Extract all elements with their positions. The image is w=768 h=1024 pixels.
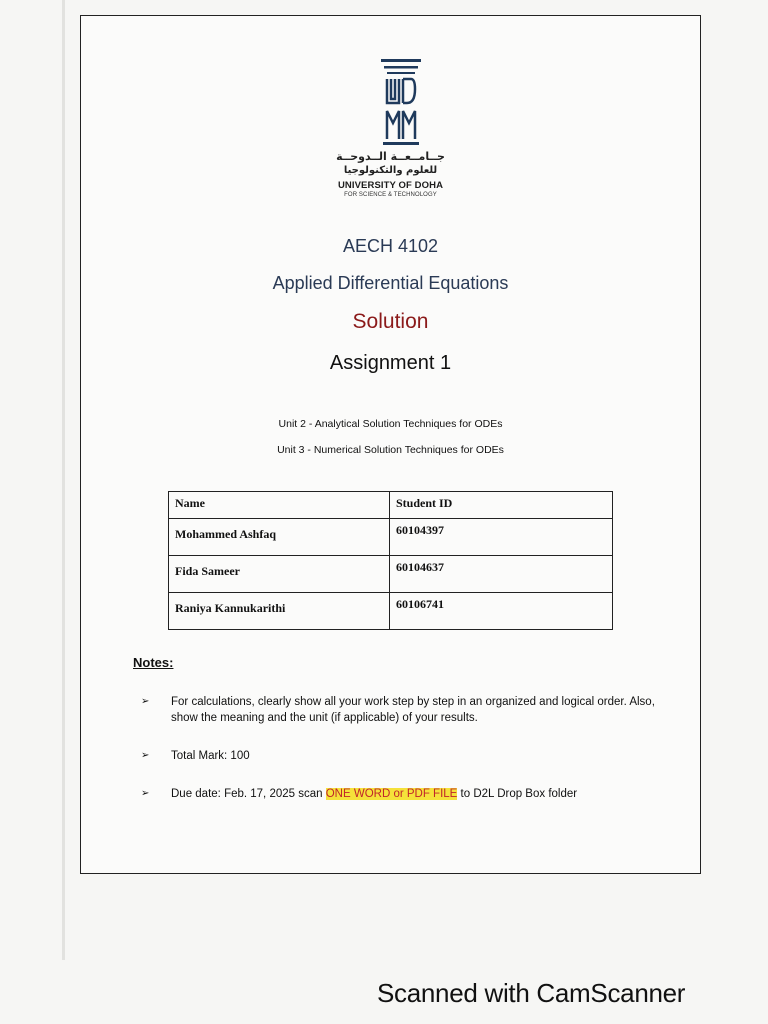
table-row <box>169 519 613 556</box>
document-type: Solution <box>352 310 429 333</box>
due-date-text <box>171 786 671 802</box>
university-subtitle: FOR SCIENCE & TECHNOLOGY <box>344 192 437 198</box>
highlighted-file-format: ONE WORD or PDF FILE <box>325 788 458 800</box>
table-header-student-id: Student ID <box>390 492 613 519</box>
university-name: UNIVERSITY OF DOHA <box>337 180 444 191</box>
university-name-arabic-line2: للعلوم والتكنولوجيا <box>343 165 438 176</box>
table-header-row <box>169 492 613 519</box>
student-name: Raniya Kannukarithi <box>169 593 390 630</box>
student-name: Fida Sameer <box>169 556 390 593</box>
course-name: Applied Differential Equations <box>272 273 509 293</box>
arrow-bullet-icon: ➢ <box>141 788 150 799</box>
assignment-title: Assignment 1 <box>329 352 452 374</box>
table-header-name: Name <box>169 492 390 519</box>
course-code: AECH 4102 <box>342 236 439 256</box>
document-page <box>80 15 701 874</box>
student-id: 60106741 <box>390 593 613 630</box>
scanner-watermark: Scanned with CamScanner <box>377 978 686 1008</box>
table-row <box>169 556 613 593</box>
scan-edge-shadow <box>62 0 65 960</box>
arrow-bullet-icon: ➢ <box>141 696 150 707</box>
notes-title: Notes: <box>133 655 174 670</box>
due-date-suffix: to D2L Drop Box folder <box>457 788 578 800</box>
unit-line-3: Unit 3 - Numerical Solution Techniques for ODEs <box>277 444 504 456</box>
students-table <box>168 491 613 630</box>
student-id: 60104637 <box>390 556 613 593</box>
arrow-bullet-icon: ➢ <box>141 750 150 761</box>
note-text: For calculations, clearly show all your work step by step in an organized and logical order. Also, show the meaning and the unit (if applicable) of your results. <box>171 696 655 724</box>
unit-line-2: Unit 2 - Analytical Solution Techniques for ODEs <box>278 418 503 430</box>
university-pillar-logo-icon <box>381 59 421 145</box>
table-row <box>169 593 613 630</box>
student-id: 60104397 <box>390 519 613 556</box>
note-text: Total Mark: 100 <box>171 750 250 762</box>
university-name-arabic-line1: جــامــعــة الــدوحــة <box>336 150 445 163</box>
student-name: Mohammed Ashfaq <box>169 519 390 556</box>
due-date-prefix: Due date: Feb. 17, 2025 scan <box>171 788 326 800</box>
